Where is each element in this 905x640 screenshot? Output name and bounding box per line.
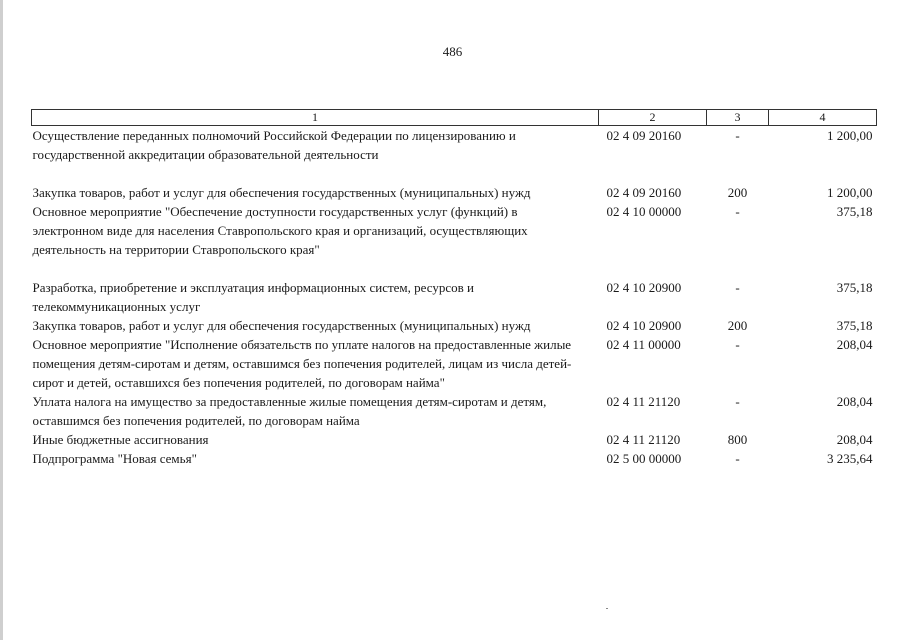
table-row [32, 335, 877, 392]
row-name: Осуществление переданных полномочий Российской Федерации по лицензированию и государственной аккредитации образовательной деятельности [32, 128, 516, 162]
row-sum: 1 200,00 [827, 185, 873, 200]
column-header-name: 1 [32, 110, 599, 126]
scan-left-edge [0, 0, 3, 640]
row-expense-type: - [735, 451, 740, 466]
table-row [32, 449, 877, 468]
table-row [32, 430, 877, 449]
row-sum: 375,18 [836, 318, 873, 333]
row-sum: 3 235,64 [827, 451, 873, 466]
row-expense-type: 200 [727, 318, 748, 333]
row-name: Подпрограмма "Новая семья" [32, 451, 197, 466]
row-expense-type: - [735, 337, 740, 352]
row-expense-type: - [735, 204, 740, 219]
table-row [32, 126, 877, 184]
row-code: 02 4 11 00000 [606, 337, 681, 352]
column-header-code: 2 [599, 110, 707, 126]
row-name: Разработка, приобретение и эксплуатация информационных систем, ресурсов и телекоммуникационных услуг [32, 280, 474, 314]
row-sum: 208,04 [836, 394, 873, 409]
row-expense-type: 800 [727, 432, 748, 447]
scan-speck [606, 608, 608, 609]
row-sum: 208,04 [836, 337, 873, 352]
row-code: 02 4 10 20900 [606, 280, 682, 295]
table-row [32, 183, 877, 202]
table-row [32, 202, 877, 278]
row-sum: 375,18 [836, 280, 873, 295]
row-code: 02 4 11 21120 [606, 394, 681, 409]
row-name: Иные бюджетные ассигнования [32, 432, 209, 447]
table-row [32, 278, 877, 316]
budget-table [31, 109, 877, 468]
row-expense-type: - [735, 128, 740, 143]
row-expense-type: - [735, 394, 740, 409]
row-code: 02 5 00 00000 [606, 451, 682, 466]
row-name: Закупка товаров, работ и услуг для обеспечения государственных (муниципальных) нужд [32, 185, 531, 200]
row-sum: 208,04 [836, 432, 873, 447]
row-sum: 1 200,00 [827, 128, 873, 143]
row-name: Основное мероприятие "Исполнение обязательств по уплате налогов на предоставленные жилые помещения детям-сиротам и детям, оставшимся без попечения родителей, лицам из числа детей-сирот и детей, оставшихся без попечения родителей, по договорам найма" [32, 337, 572, 390]
column-header-expense-type: 3 [707, 110, 769, 126]
table-row [32, 316, 877, 335]
row-sum: 375,18 [836, 204, 873, 219]
row-name: Основное мероприятие "Обеспечение доступности государственных услуг (функций) в электронном виде для населения Ставропольского края и организаций, осуществляющих деятельность на территории Ставропольского края" [32, 204, 528, 257]
row-code: 02 4 09 20160 [606, 185, 682, 200]
page-number: 486 [442, 44, 463, 59]
row-expense-type: - [735, 280, 740, 295]
column-header-sum: 4 [769, 110, 877, 126]
row-name: Закупка товаров, работ и услуг для обеспечения государственных (муниципальных) нужд [32, 318, 531, 333]
table-header-row [32, 110, 877, 126]
row-code: 02 4 09 20160 [606, 128, 682, 143]
row-code: 02 4 11 21120 [606, 432, 681, 447]
row-code: 02 4 10 20900 [606, 318, 682, 333]
row-expense-type: 200 [727, 185, 748, 200]
row-name: Уплата налога на имущество за предоставленные жилые помещения детям-сиротам и детям, оставшимся без попечения родителей, по договорам найма [32, 394, 547, 428]
row-code: 02 4 10 00000 [606, 204, 682, 219]
table-row [32, 392, 877, 430]
